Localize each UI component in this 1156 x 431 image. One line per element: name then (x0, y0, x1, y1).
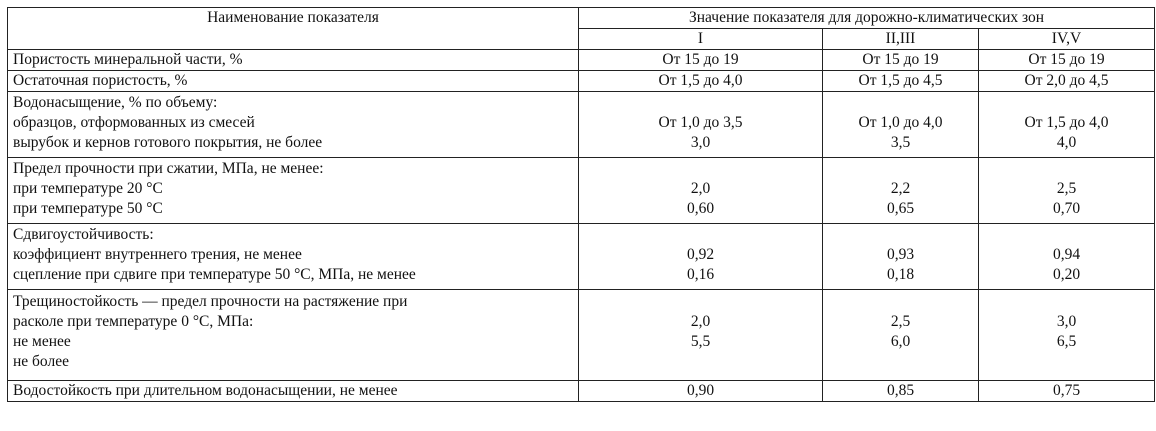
indicator-line: Пористость минеральной части, % (13, 51, 243, 68)
value-line: 0,93 (886, 246, 915, 263)
value-cell (823, 381, 979, 402)
value-line: 0,60 (686, 200, 715, 217)
value-cell (979, 224, 1155, 290)
value-cell (979, 71, 1155, 92)
value-cell (823, 71, 979, 92)
indicator-cell (8, 381, 579, 402)
header-zone-3: IV,V (979, 29, 1155, 50)
value-line: 0,92 (686, 246, 715, 263)
table-row (8, 224, 1155, 290)
header-value-group: Значение показателя для дорожно-климатических зон (579, 8, 1155, 29)
value-line (584, 225, 817, 245)
value-cell (823, 92, 979, 158)
value-cell (579, 92, 823, 158)
indicator-cell (8, 50, 579, 71)
value-line: 2,0 (690, 313, 711, 330)
value-line (984, 352, 1149, 372)
value-line: От 1,0 до 4,0 (858, 114, 943, 131)
indicator-cell (8, 71, 579, 92)
value-line: 0,20 (1052, 266, 1081, 283)
value-cell (579, 290, 823, 381)
value-line: 2,5 (890, 313, 911, 330)
value-line (584, 159, 817, 179)
value-line: 0,90 (686, 382, 715, 399)
value-line: 2,5 (1056, 180, 1077, 197)
value-line: От 1,5 до 4,0 (1024, 114, 1109, 131)
value-line: 5,5 (690, 333, 711, 350)
header-name-col: Наименование показателя (8, 8, 579, 50)
header-zone-2: II,III (823, 29, 979, 50)
table-row (8, 71, 1155, 92)
value-line: 0,18 (886, 266, 915, 283)
table-row (8, 50, 1155, 71)
indicator-line: не более (13, 353, 69, 370)
value-line (984, 225, 1149, 245)
value-line: 0,70 (1052, 200, 1081, 217)
value-line (828, 292, 973, 312)
value-line: 3,0 (1056, 313, 1077, 330)
value-line: 0,16 (686, 266, 715, 283)
indicator-line: образцов, отформованных из смесей (13, 114, 255, 131)
indicator-line: сцепление при сдвиге при температуре 50 °С, МПа, не менее (13, 266, 416, 283)
value-cell (979, 50, 1155, 71)
value-cell (823, 50, 979, 71)
value-line: 6,0 (890, 333, 911, 350)
value-line: От 2,0 до 4,5 (1024, 72, 1109, 89)
value-line: От 1,0 до 3,5 (658, 114, 743, 131)
value-cell (579, 381, 823, 402)
value-cell (579, 224, 823, 290)
indicator-line: Предел прочности при сжатии, МПа, не менее: (13, 160, 324, 177)
value-line: От 15 до 19 (662, 51, 739, 68)
value-line (984, 93, 1149, 113)
value-cell (823, 290, 979, 381)
table-row (8, 92, 1155, 158)
value-line (828, 352, 973, 372)
value-line (584, 352, 817, 372)
value-cell (579, 158, 823, 224)
value-line: 2,0 (690, 180, 711, 197)
value-line: 0,94 (1052, 246, 1081, 263)
value-line: 3,0 (690, 134, 711, 151)
value-line: От 15 до 19 (862, 51, 939, 68)
indicator-cell (8, 290, 579, 381)
indicator-cell (8, 224, 579, 290)
value-line: От 1,5 до 4,0 (658, 72, 743, 89)
value-cell (979, 92, 1155, 158)
value-cell (823, 224, 979, 290)
indicator-line: Водонасыщение, % по объему: (13, 94, 218, 111)
indicator-line: Сдвигоустойчивость: (13, 226, 154, 243)
header-zone-1: I (579, 29, 823, 50)
indicator-cell (8, 92, 579, 158)
properties-table (7, 7, 1155, 402)
value-line (584, 292, 817, 312)
value-line (828, 225, 973, 245)
indicator-line: расколе при температуре 0 °С, МПа: (13, 313, 254, 330)
table-row (8, 290, 1155, 381)
indicator-line: Водостойкость при длительном водонасыщении, не менее (13, 382, 398, 399)
value-line: 0,85 (886, 382, 915, 399)
value-line: От 15 до 19 (1028, 51, 1105, 68)
indicator-line: Остаточная пористость, % (13, 72, 188, 89)
value-cell (823, 158, 979, 224)
value-line: От 1,5 до 4,5 (858, 72, 943, 89)
indicator-line: не менее (13, 333, 71, 350)
value-line: 4,0 (1056, 134, 1077, 151)
indicator-line: при температуре 50 °С (13, 200, 163, 217)
value-line: 6,5 (1056, 333, 1077, 350)
header-row (8, 8, 1155, 29)
value-cell (979, 381, 1155, 402)
value-line (828, 93, 973, 113)
value-line: 3,5 (890, 134, 911, 151)
value-cell (979, 290, 1155, 381)
value-cell (979, 158, 1155, 224)
table-row (8, 158, 1155, 224)
value-line (984, 159, 1149, 179)
value-cell (579, 71, 823, 92)
value-line (828, 159, 973, 179)
value-line (984, 292, 1149, 312)
indicator-line: Трещиностойкость — предел прочности на растяжение при (13, 293, 408, 310)
value-line (584, 93, 817, 113)
indicator-cell (8, 158, 579, 224)
value-cell (579, 50, 823, 71)
indicator-line: при температуре 20 °С (13, 180, 163, 197)
value-line: 0,75 (1052, 382, 1081, 399)
indicator-line: коэффициент внутреннего трения, не менее (13, 246, 302, 263)
indicator-line: вырубок и кернов готового покрытия, не более (13, 134, 323, 151)
table-row (8, 381, 1155, 402)
value-line: 2,2 (890, 180, 911, 197)
value-line: 0,65 (886, 200, 915, 217)
